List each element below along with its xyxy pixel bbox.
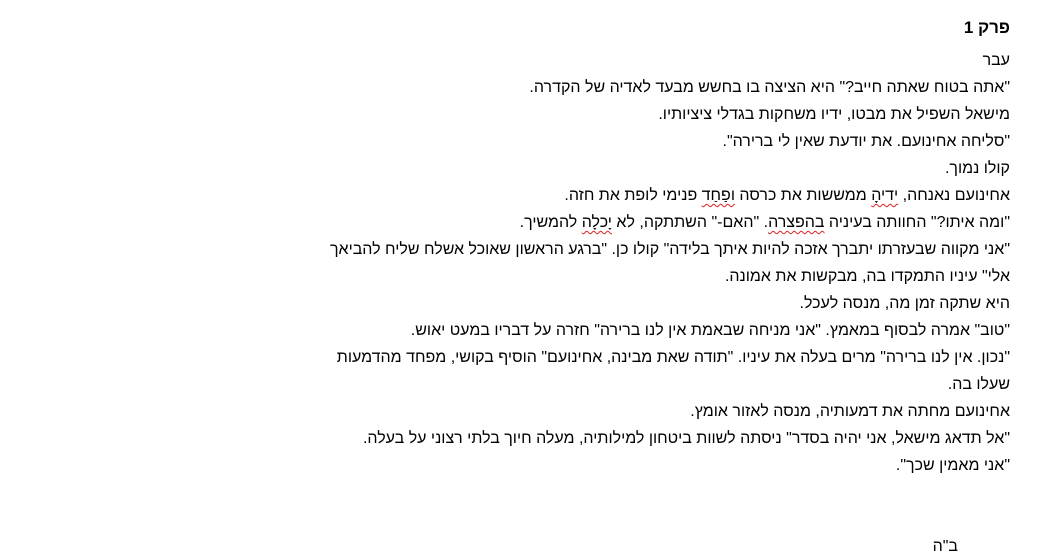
misspelled-word[interactable]: ידיהָ [871, 187, 899, 204]
text-run: אחינועם נאנחה, [898, 187, 1010, 204]
misspelled-word[interactable]: בהפצרה [768, 214, 825, 231]
text-line [29, 74, 1010, 101]
text-line [29, 317, 1010, 344]
text-line [29, 533, 1010, 560]
text-run: "אני מאמין שכך". [895, 457, 1010, 474]
text-run: עבר [982, 52, 1010, 69]
text-line [29, 236, 1010, 263]
text-line [29, 128, 1010, 155]
text-line [29, 344, 1010, 371]
text-run: "טוב" אמרה לבסוף במאמץ. "אני מניחה שבאמת אין לנו ברירה" חזרה על דבריו במעט יאוש. [410, 322, 1010, 339]
text-line [29, 101, 1010, 128]
text-run: ממששות את כרסה [734, 187, 872, 204]
text-line [29, 263, 1010, 290]
text-run: אחינועם מחתה את דמעותיה, מנסה לאזור אומץ. [690, 403, 1010, 420]
text-run: אלי" עיניו התמקדו בה, מבקשות את אמונה. [724, 268, 1010, 285]
document-page[interactable] [29, 14, 1010, 560]
text-run: להמשיך. [519, 214, 582, 231]
text-run: "אל תדאג מישאל, אני יהיה בסדר" ניסתה לשוות ביטחון למילותיה, מעלה חיוך בלתי רצוני על בעלה. [362, 430, 1010, 447]
text-line [29, 398, 1010, 425]
text-line [29, 182, 1010, 209]
text-run: "נכון. אין לנו ברירה" מרים בעלה את עיניו. "תודה שאת מבינה, אחינועם" הוסיף בקושי, מפחד מהדמעות [336, 349, 1010, 366]
misspelled-word[interactable]: ופַחַד [701, 187, 735, 204]
text-line [29, 371, 1010, 398]
text-run: "סליחה אחינועם. את יודעת שאין לי ברירה". [722, 133, 1010, 150]
text-run: פנימי לופת את חזה. [564, 187, 702, 204]
text-line [29, 506, 1010, 533]
document-body [29, 47, 1010, 560]
text-run: "ומה איתו?" החוותה בעיניה [824, 214, 1010, 231]
misspelled-word[interactable]: יָכלָה [581, 214, 612, 231]
text-run: "אתה בטוח שאתה חייב?" היא הציצה בו בחשש מבעד לאדיה של הקדרה. [529, 79, 1010, 96]
text-run: "אני מקווה שבעזרתו יתברך אזכה להיות איתך בלידה" קולו כן. "ברגע הראשון שאוכל אשלח שליח להביאך [329, 241, 1010, 258]
text-line [29, 47, 1010, 74]
text-run: ב"ה [932, 538, 958, 555]
text-run: היא שתקה זמן מה, מנסה לעכל. [799, 295, 1010, 312]
text-line [29, 425, 1010, 452]
text-line [29, 155, 1010, 182]
text-line [29, 290, 1010, 317]
text-line [29, 479, 1010, 506]
text-run: שעלו בה. [947, 376, 1010, 393]
chapter-heading: פרק 1 [963, 18, 1010, 37]
text-run: מישאל השפיל את מבטו, ידיו משחקות בגדלי ציציותיו. [658, 106, 1010, 123]
text-run: קולו נמוך. [944, 160, 1010, 177]
text-run: . "האם-" השתתקה, לא [611, 214, 769, 231]
text-line [29, 209, 1010, 236]
text-line [29, 452, 1010, 479]
